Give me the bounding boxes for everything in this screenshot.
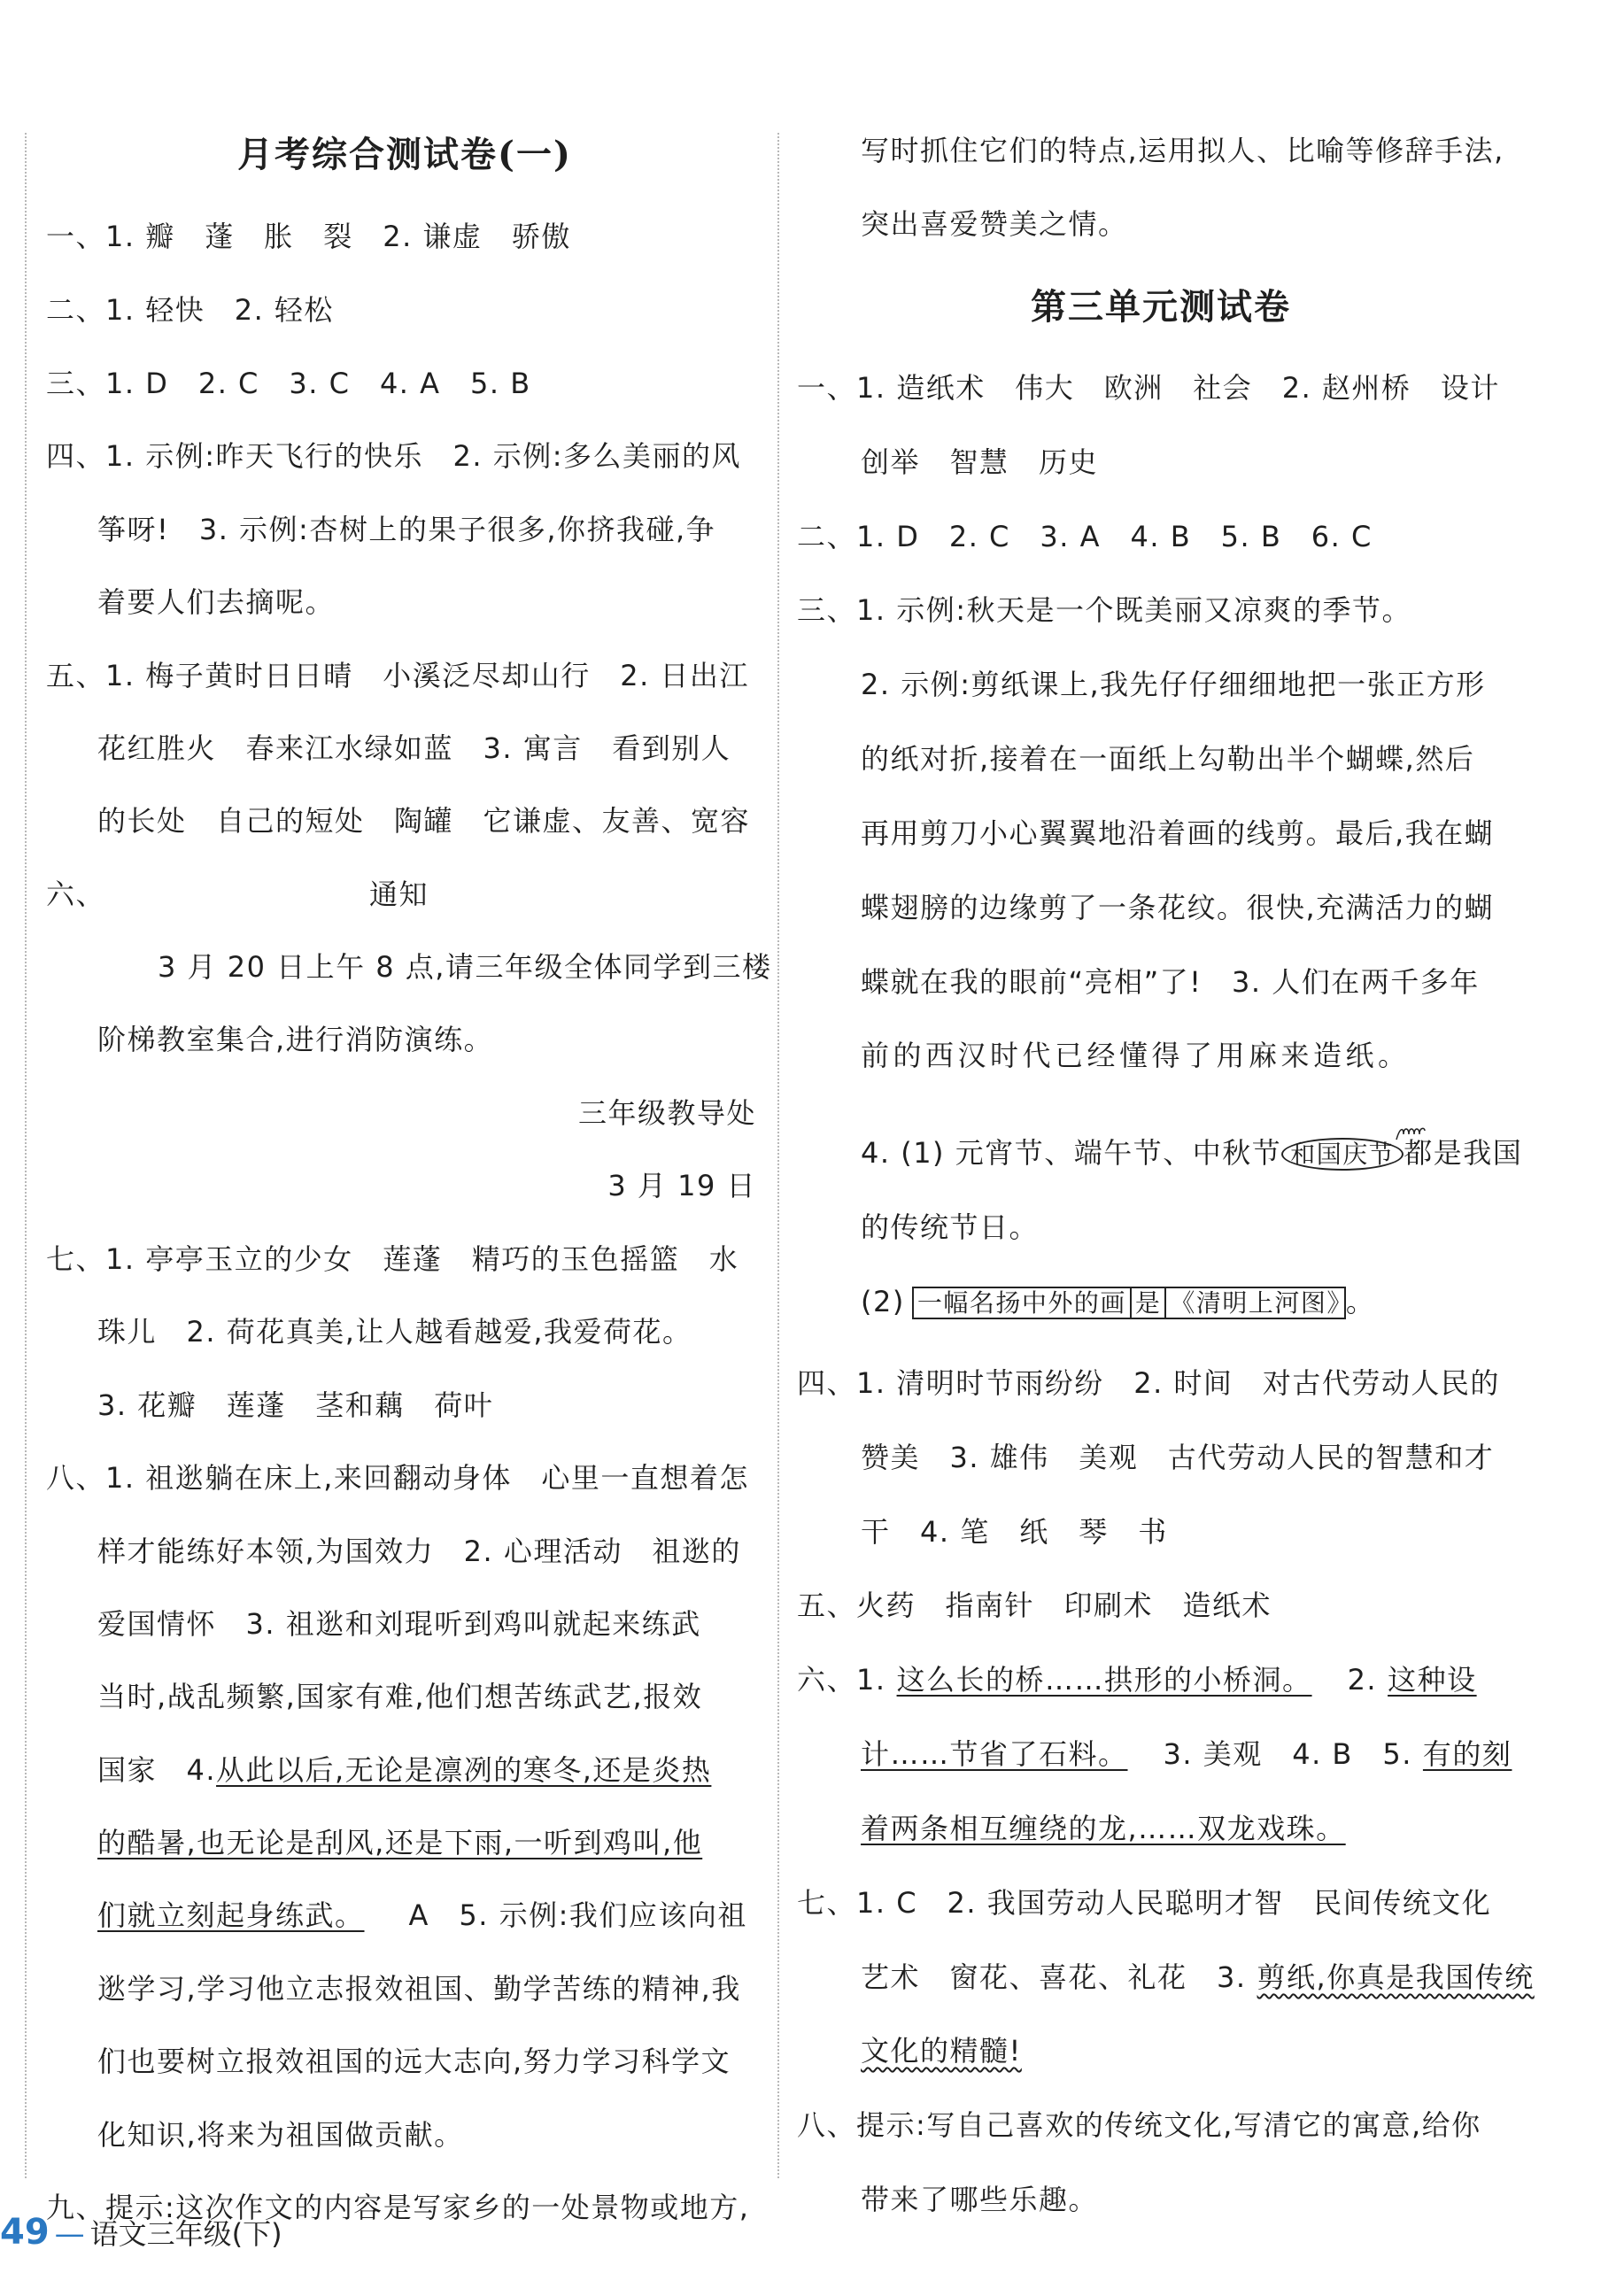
answer-line <box>861 1282 1375 1321</box>
answer-line: 四、1. 示例:昨天飞行的快乐 2. 示例:多么美丽的风 <box>46 439 741 473</box>
answer-line: 三、1. D 2. C 3. C 4. A 5. B <box>46 367 531 400</box>
notice-date: 3 月 19 日 <box>607 1169 756 1202</box>
answer-line: 逖学习,学习他立志报效祖国、勤学苦练的精神,我 <box>97 1972 741 2006</box>
answer-line: 们也要树立报效祖国的远大志向,努力学习科学文 <box>97 2045 731 2078</box>
answer-line <box>861 1809 1346 1848</box>
boxed-object: 《清明上河图》 <box>1164 1287 1346 1319</box>
answer-line: 的纸对折,接着在一面纸上勾勒出半个蝴蝶,然后 <box>861 742 1475 776</box>
wavy-underlined-answer: 剪纸,你真是我国传统 <box>1257 1960 1535 1994</box>
underlined-answer: 从此以后,无论是凛冽的寒冬,还是炎热 <box>216 1753 712 1787</box>
page-number: 49 <box>0 2212 50 2253</box>
answer-line: 珠儿 2. 荷花真美,让人越看越爱,我爱荷花。 <box>97 1315 692 1349</box>
underlined-answer: 这种设 <box>1388 1663 1477 1697</box>
answer-label: 2. <box>1347 1663 1378 1697</box>
answer-line: 八、提示:写自己喜欢的传统文化,写清它的寓意,给你 <box>797 2108 1481 2142</box>
answer-line: 干 4. 笔 纸 琴 书 <box>861 1515 1168 1549</box>
answer-line: 再用剪刀小心翼翼地沿着画的线剪。最后,我在蝴 <box>861 816 1495 850</box>
answer-line <box>861 1958 1535 1997</box>
answer-line: 九、提示:这次作文的内容是写家乡的一处景物或地方, <box>46 2191 750 2224</box>
answer-text: A 5. 示例:我们应该向祖 <box>408 1898 747 1932</box>
answer-line <box>861 1133 1522 1172</box>
answer-line: 3. 花瓣 莲蓬 茎和藕 荷叶 <box>97 1388 494 1422</box>
answer-line: 八、1. 祖逖躺在床上,来回翻动身体 心里一直想着怎 <box>46 1461 749 1495</box>
section-title: 月考综合测试卷(一) <box>237 134 572 175</box>
notice-body: 阶梯教室集合,进行消防演练。 <box>97 1023 494 1056</box>
answer-line: 2. 示例:剪纸课上,我先仔仔细细地把一张正方形 <box>861 668 1486 701</box>
answer-line <box>97 1896 747 1935</box>
underlined-answer: 计……节省了石料。 <box>861 1737 1128 1771</box>
answer-line: 的传统节日。 <box>861 1210 1040 1244</box>
notice-signature: 三年级教导处 <box>577 1096 756 1130</box>
answer-line: 创举 智慧 历史 <box>861 445 1099 479</box>
answer-line: 四、1. 清明时节雨纷纷 2. 时间 对古代劳动人民的 <box>797 1366 1500 1400</box>
answer-line: 蝶就在我的眼前“亮相”了! 3. 人们在两千多年 <box>861 965 1480 999</box>
answer-line: 蝶翅膀的边缘剪了一条花纹。很快,充满活力的蝴 <box>861 891 1495 924</box>
underlined-answer: 们就立刻起身练武。 <box>97 1898 365 1932</box>
answer-line: 三、1. 示例:秋天是一个既美丽又凉爽的季节。 <box>797 593 1411 627</box>
answer-text: 艺术 窗花、喜花、礼花 3. <box>861 1960 1247 1994</box>
answer-line: 突出喜爱赞美之情。 <box>861 207 1128 241</box>
answer-line: 二、1. 轻快 2. 轻松 <box>46 293 334 327</box>
answer-line: 五、1. 梅子黄时日日晴 小溪泛尽却山行 2. 日出江 <box>46 659 749 692</box>
answer-line: 二、1. D 2. C 3. A 4. B 5. B 6. C <box>797 520 1373 553</box>
boxed-verb: 是 <box>1132 1287 1165 1319</box>
column-divider-center <box>777 133 779 2178</box>
answer-label: 国家 4. <box>97 1753 217 1787</box>
answer-line: 七、1. C 2. 我国劳动人民聪明才智 民间传统文化 <box>797 1886 1492 1920</box>
answer-line: 化知识,将来为祖国做贡献。 <box>97 2118 464 2152</box>
answer-text: 3. 美观 4. B 5. <box>1163 1737 1412 1771</box>
answer-line: 着要人们去摘呢。 <box>97 585 336 619</box>
answer-line <box>861 2031 1022 2070</box>
answer-line: 一、1. 瓣 蓬 胀 裂 2. 谦虚 骄傲 <box>46 220 571 253</box>
answer-text: 4. (1) 元宵节、端午节、中秋节 <box>861 1136 1282 1170</box>
notice-body: 3 月 20 日上午 8 点,请三年级全体同学到三楼 <box>158 950 772 984</box>
answer-line: 筝呀! 3. 示例:杏树上的果子很多,你挤我碰,争 <box>97 513 716 546</box>
answer-line <box>97 1823 702 1862</box>
punctuation: 。 <box>1345 1285 1376 1318</box>
column-divider-left <box>25 133 27 2178</box>
answer-label: 六、1. <box>797 1663 886 1697</box>
answer-line: 一、1. 造纸术 伟大 欧洲 社会 2. 赵州桥 设计 <box>797 371 1500 405</box>
answer-line <box>861 1735 1512 1774</box>
answer-line: 样才能练好本领,为国效力 2. 心理活动 祖逖的 <box>97 1535 741 1568</box>
underlined-answer: 这么长的桥……拱形的小桥洞。 <box>896 1663 1312 1697</box>
boxed-subject: 一幅名扬中外的画 <box>912 1287 1132 1319</box>
answer-line: 七、1. 亭亭玉立的少女 莲蓬 精巧的玉色摇篮 水 <box>46 1242 739 1276</box>
answer-line: 的长处 自己的短处 陶罐 它谦虚、友善、宽容 <box>97 804 751 838</box>
answer-text: 都是我国 <box>1404 1136 1523 1170</box>
page-footer <box>0 2212 282 2256</box>
answer-line: 六、 <box>46 877 106 911</box>
circled-answer <box>1281 1138 1404 1171</box>
answer-line <box>97 1751 711 1790</box>
section-title: 第三单元测试卷 <box>1031 286 1291 328</box>
underlined-answer: 的酷暑,也无论是刮风,还是下雨,一听到鸡叫,他 <box>97 1826 703 1859</box>
footer-subject: 语文三年级(下) <box>89 2217 282 2251</box>
underlined-answer: 着两条相互缠绕的龙,……双龙戏珠。 <box>861 1812 1346 1845</box>
answer-line: 带来了哪些乐趣。 <box>861 2183 1099 2216</box>
wavy-underlined-answer: 文化的精髓! <box>861 2034 1022 2068</box>
answer-line <box>797 1660 1477 1699</box>
answer-line: 五、火药 指南针 印刷术 造纸术 <box>797 1589 1272 1622</box>
answer-line: 花红胜火 春来江水绿如蓝 3. 寓言 看到别人 <box>97 731 731 765</box>
answer-line: 前的西汉时代已经懂得了用麻来造纸。 <box>861 1039 1411 1072</box>
underlined-answer: 有的刻 <box>1422 1737 1512 1771</box>
footer-dash: — <box>54 2216 85 2252</box>
answer-label: (2) <box>861 1285 905 1318</box>
answer-line: 爱国情怀 3. 祖逖和刘琨听到鸡叫就起来练武 <box>97 1607 701 1641</box>
answer-line: 赞美 3. 雄伟 美观 古代劳动人民的智慧和才 <box>861 1441 1495 1474</box>
answer-line: 当时,战乱频繁,国家有难,他们想苦练武艺,报效 <box>97 1680 703 1713</box>
circled-text: 和国庆节 <box>1290 1140 1396 1169</box>
notice-heading: 通知 <box>369 877 429 911</box>
answer-line: 写时抓住它们的特点,运用拟人、比喻等修辞手法, <box>861 134 1504 167</box>
insert-mark-icon <box>1395 1124 1427 1141</box>
